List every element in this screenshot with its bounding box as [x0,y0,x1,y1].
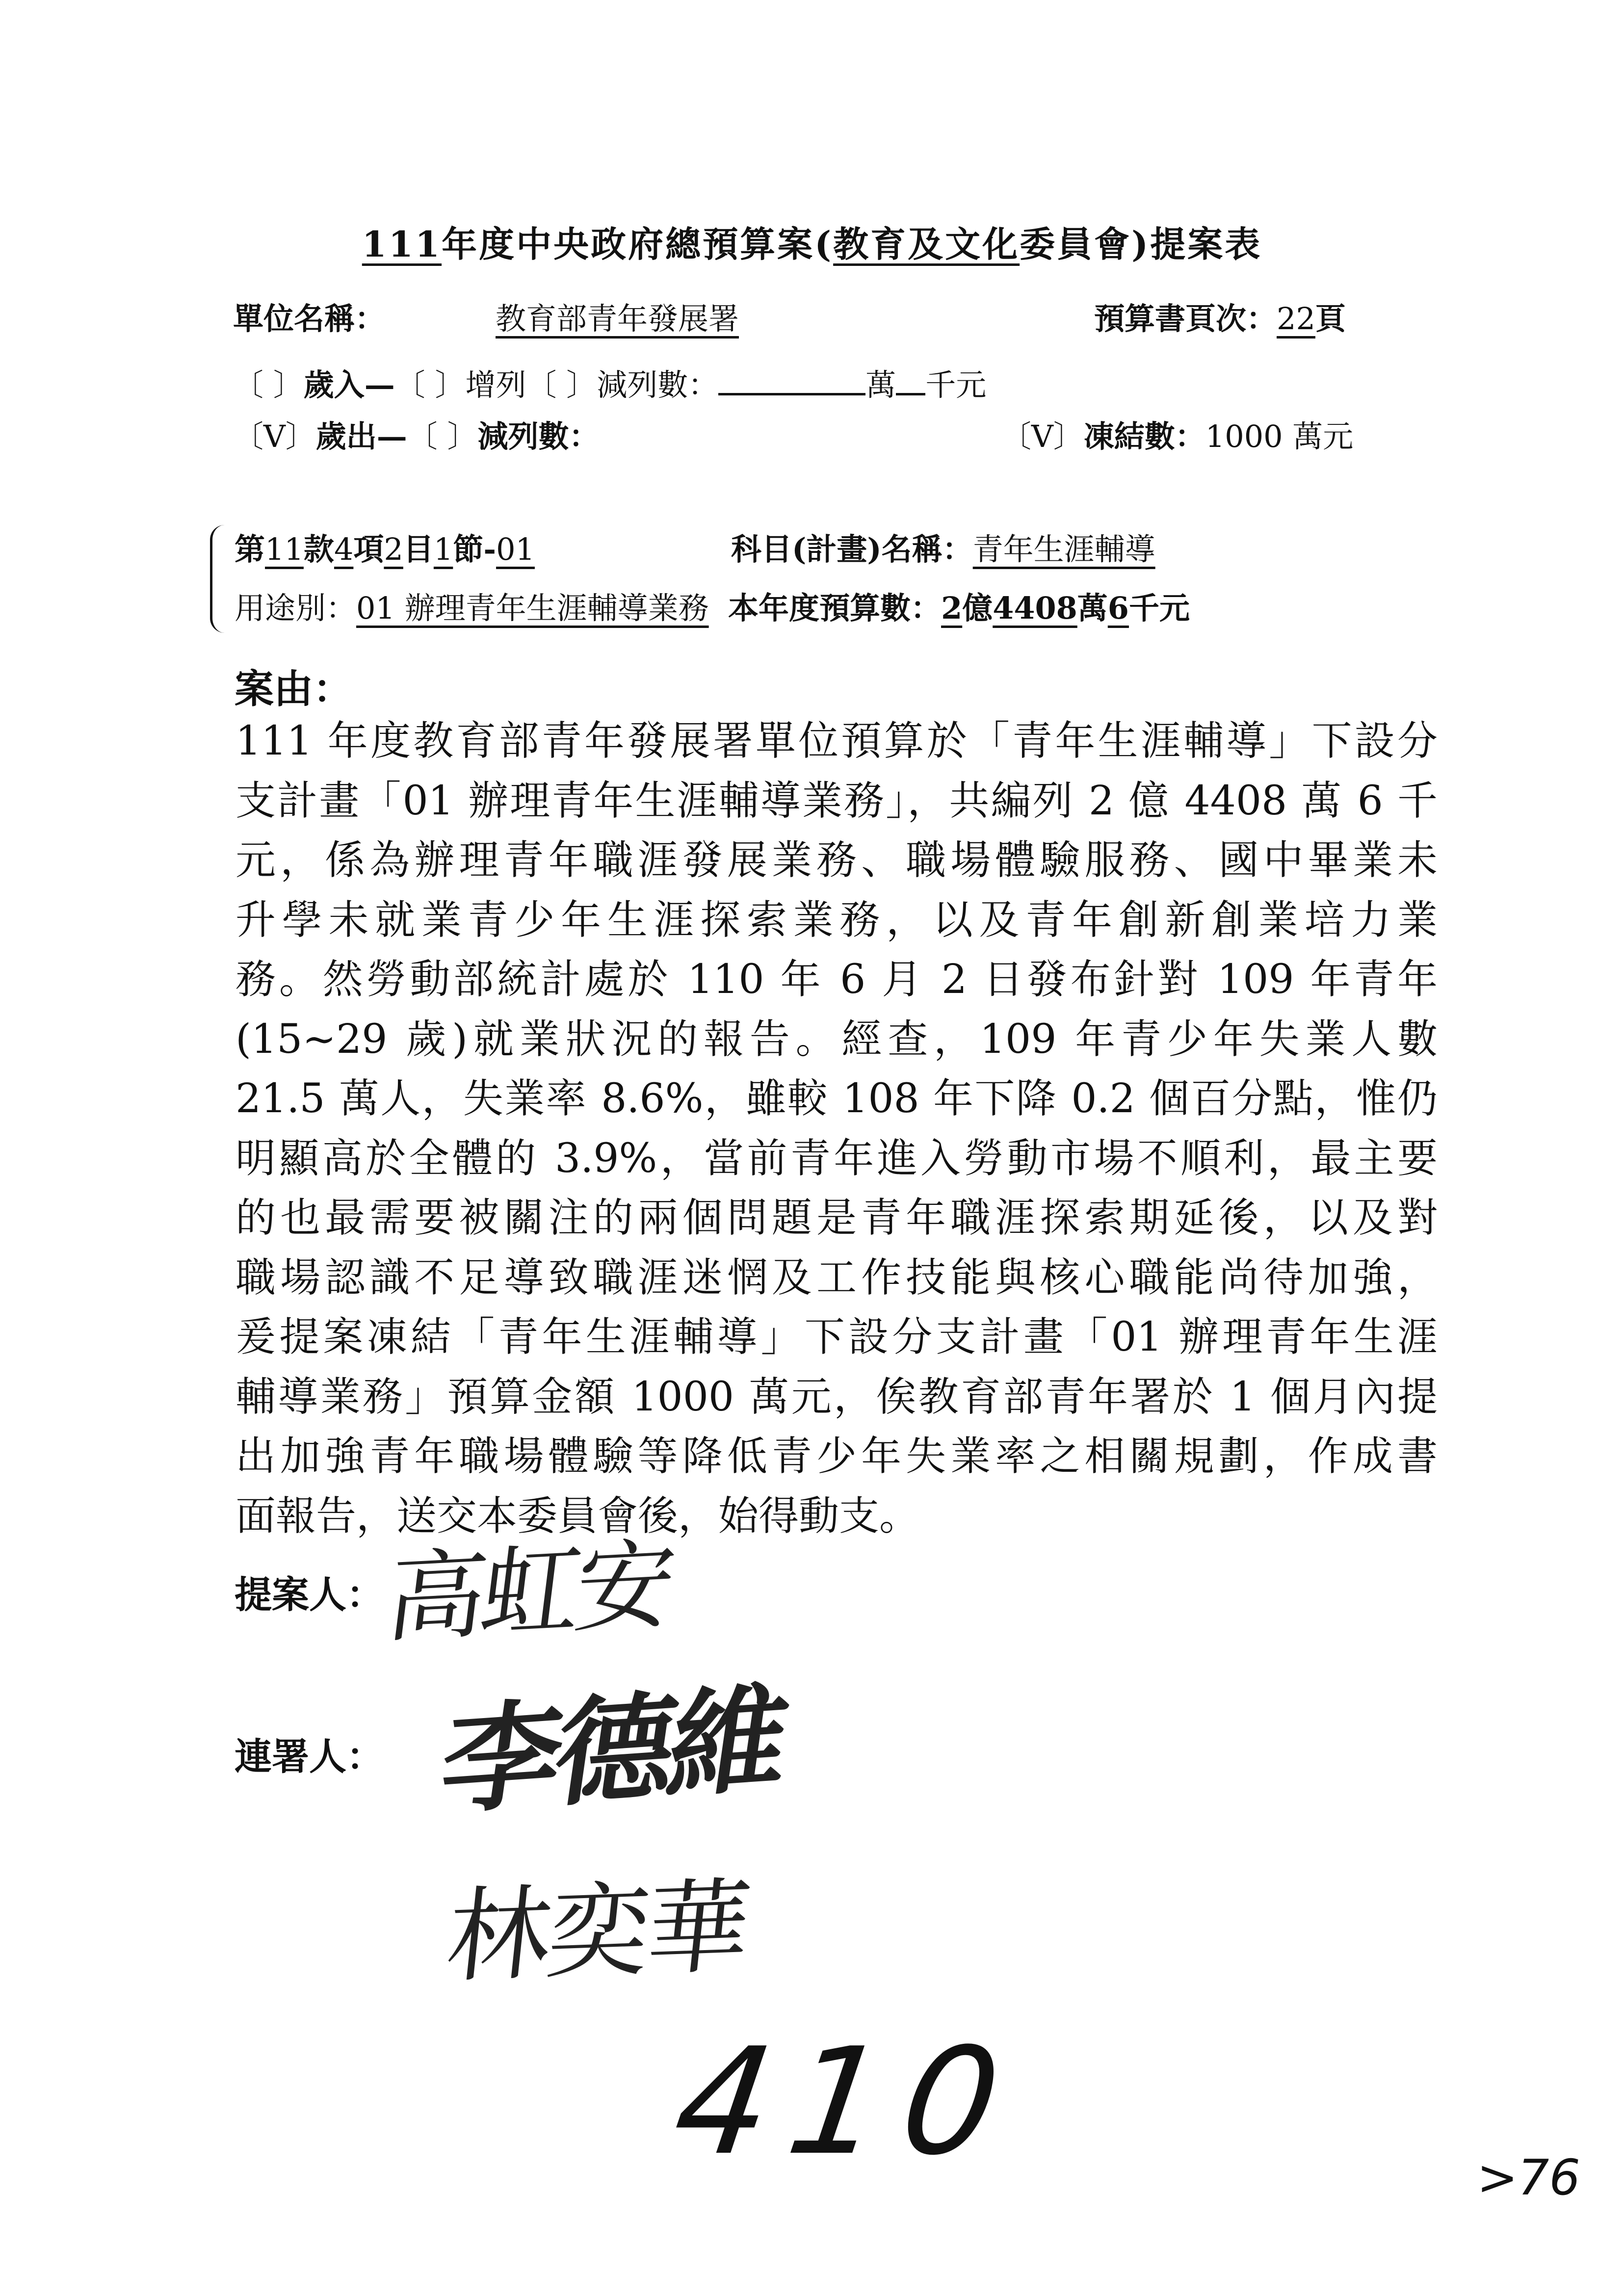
qian-label: 千元 [1128,590,1190,626]
revenue-line [233,361,986,404]
expense-decrease-checkbox: 〔 〕 [407,418,478,454]
title-committee: 教育及文化 [833,223,1020,265]
budget-qian: 6 [1107,590,1129,626]
title-part2: 委員會)提案表 [1020,223,1262,265]
mu-label: 目 [403,531,434,567]
freeze-value: 1000 萬元 [1205,418,1354,454]
reason-line: 支計畫「01 辦理青年生涯輔導業務」，共編列 2 億 4408 萬 6 千 [236,777,1438,824]
title-part1: 年度中央政府總預算案( [442,223,834,265]
use-line [235,584,1190,627]
reason-line: 21.5 萬人，失業率 8.6%，雖較 108 年下降 0.2 個百分點，惟仍 [236,1075,1438,1122]
cosigner-signature-2: 林奕華 [441,1866,753,1997]
title-year: 111 [362,223,442,265]
reason-line: 輔導業務」預算金額 1000 萬元，俟教育部青年署於 1 個月內提 [236,1373,1438,1420]
kuan-label: 款 [303,531,334,567]
jie: 1 [433,531,453,567]
expense-decrease-label: 減列數： [477,418,600,454]
reason-line: 升學未就業青少年生涯探索業務，以及青年創新創業培力業 [236,896,1438,943]
budget-page [1094,294,1346,338]
proposer-label: 提案人： [235,1573,384,1617]
mu: 2 [384,531,403,567]
freeze-checkbox: 〔V〕 [1001,418,1084,454]
proposer-signature: 高虹安 [380,1528,677,1657]
subject-line [731,525,1155,569]
increase-checkbox: 〔 〕 [394,367,466,403]
di: 第 [235,531,265,567]
kuan: 11 [265,531,304,567]
budget-yi: 2 [941,590,963,626]
item-brace [210,525,232,633]
unit-name: 教育部青年發展署 [496,301,739,337]
reason-heading: 案由： [235,666,352,712]
unit-value [422,294,917,338]
reason-line: 的也最需要被關注的兩個問題是青年職涯探索期延後，以及對 [236,1195,1438,1241]
reason-line: 面報告，送交本委員會後，始得動支。 [236,1492,920,1539]
cosigner-label: 連署人： [235,1735,384,1778]
revenue-label: 歲入— [303,367,395,403]
subject-value: 青年生涯輔導 [972,531,1155,567]
thousand-label: 千元 [925,367,987,403]
reason-line: 元，係為辦理青年職涯發展業務、職場體驗服務、國中畢業未 [236,837,1438,884]
decrease-label: 減列數： [597,367,719,403]
budget-label: 本年度預算數： [728,590,942,626]
use-label: 用途別： [235,590,357,626]
xiang-label: 項 [353,531,384,567]
budget-wan: 4408 [993,590,1077,626]
page-value: 22 [1277,301,1315,337]
expense-line [233,412,600,456]
reason-line: 爰提案凍結「青年生涯輔導」下設分支計畫「01 辦理青年生涯 [236,1314,1438,1360]
page-mark: >76 [1477,2149,1581,2206]
subject-label: 科目(計畫)名稱： [731,531,973,567]
wan-blank [718,388,865,395]
reason-line: 111 年度教育部青年發展署單位預算於「青年生涯輔導」下設分 [236,718,1438,764]
reason-line: 明顯高於全體的 3.9%，當前青年進入勞動市場不順利，最主要 [236,1135,1438,1182]
xiang: 4 [334,531,354,567]
jie-label: 節- [453,531,497,567]
reason-line: 出加強青年職場體驗等降低青少年失業率之相關規劃，作成書 [236,1433,1438,1480]
use-value: 01 辦理青年生涯輔導業務 [356,590,709,626]
unit-label: 單位名稱： [233,301,386,337]
yi-label: 億 [962,590,993,626]
revenue-checkbox: 〔 〕 [233,367,304,403]
page-title [0,216,1624,267]
expense-label: 歲出— [315,418,407,454]
expense-checkbox: 〔V〕 [233,418,316,454]
wan-label2: 萬 [1077,590,1108,626]
thousand-blank [896,388,925,395]
increase-label: 增列 [465,367,526,403]
reason-line: 職場認識不足導致職涯迷惘及工作技能與核心職能尚待加強， [236,1254,1438,1301]
wan-label: 萬 [865,367,896,403]
page-unit: 頁 [1315,301,1346,337]
page-label: 預算書頁次： [1094,301,1277,337]
reason-line: 務。然勞動部統計處於 110 年 6 月 2 日發布針對 109 年青年 [236,956,1438,1003]
freeze-label: 凍結數： [1083,418,1205,454]
cosigner-signature-1: 李德維 [433,1670,792,1831]
decrease-checkbox: 〔 〕 [526,367,597,403]
handwritten-number: 410 [665,2016,1029,2188]
sub-code: 01 [496,531,535,567]
item-code-line [235,525,535,569]
reason-line: (15~29 歲)就業狀況的報告。經查，109 年青少年失業人數 [236,1016,1438,1063]
freeze-line [1001,412,1353,456]
